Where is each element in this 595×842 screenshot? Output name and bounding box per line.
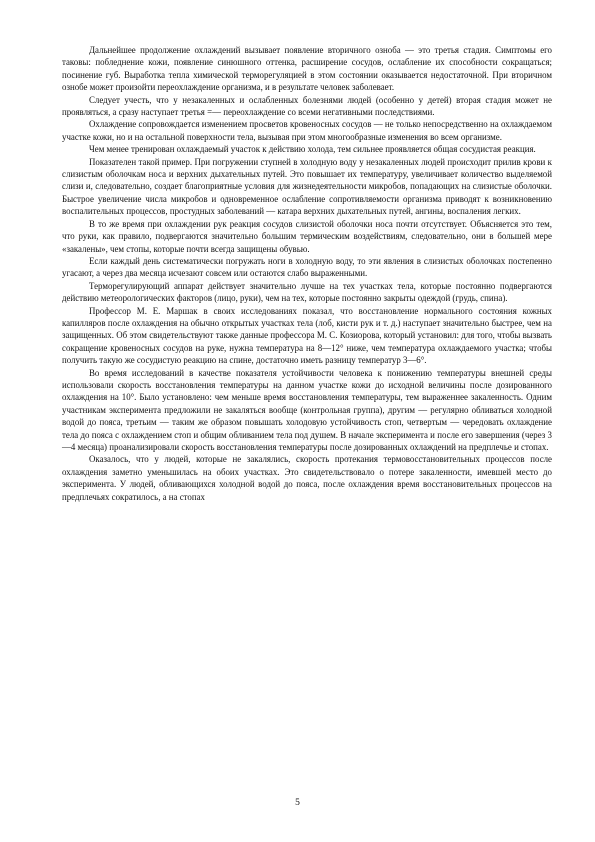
paragraph-1: Дальнейшее продолжение охлаждений вызывает появление вторичного озноба — это третья стадия. Симптомы его таковы: побледнение кожи, появление синюшного оттенка, расширение сосудов, ослабление их способности сокращаться; посинение губ. Выработка тепла химической терморегуляцией в этом состоянии оказывается недостаточной. При вторичном ознобе может произойти переохлаждение организма, и в результате человек заболевает. [62, 45, 552, 93]
paragraph-11: Оказалось, что у людей, которые не закалялись, скорость протекания термовосстановительных процессов после охлаждения заметно уменьшилась на обоих участках. Это свидетельствовало о потере закаленности, имевшей место до эксперимента. У людей, обливающихся холодной водой до пояса, после охлаждения время восстановительных процессов на предплечьях сократилось, а на стопах [62, 454, 552, 502]
page-number: 5 [295, 798, 300, 808]
paragraph-10: Во время исследований в качестве показателя устойчивости человека к понижению температуры внешней среды использовали скорость восстановления температуры на данном участке кожи до исходной величины после дозированного охлаждения на 10°. Было установлено: чем меньше время восстановления температуры, тем выраженнее закаленность. Одним участникам эксперимента предложили не закаляться вообще (контрольная группа), другим — регулярно обливаться холодной водой до пояса, третьим — таким же образом повышать холодовую устойчивость стоп, четвертым — чередовать охлаждение тела до пояса с охлаждением стоп и общим обливанием тела под душем. В начале эксперимента и после его завершения (через 3—4 месяца) проанализировали скорость восстановления температуры после дозированных охлаждений на предплечье и стопах. [62, 367, 552, 452]
paragraph-9: Профессор М. Е. Маршак в своих исследованиях показал, что восстановление нормального состояния кожных капилляров после охлаждения на обычно открытых участках тела (лоб, кисти рук и т. д.) наступает значительно быстрее, чем на защищенных. Об этом свидетельствуют также данные профессора М. С. Козиорова, который установил: для того, чтобы вызвать сокращение кровеносных сосудов на руке, нужна температура на 8—12° ниже, чем температура охлаждаемого участка; чтобы получить такую же сосудистую реакцию на спине, достаточно иметь разницу температур 3—6°. [62, 305, 552, 366]
paragraph-7: Если каждый день систематически погружать ноги в холодную воду, то эти явления в слизистых оболочках постепенно угасают, а через два месяца исчезают совсем или остаются слабо выраженными. [62, 255, 552, 279]
paragraph-2: Следует учесть, что у незакаленных и ослабленных болезнями людей (особенно у детей) вторая стадия может не проявляться, а сразу наступает третья =— переохлаждение со всеми негативными последствиями. [62, 94, 552, 118]
paragraph-4: Чем менее тренирован охлаждаемый участок к действию холода, тем сильнее проявляется общая сосудистая реакция. [89, 144, 536, 155]
paragraph-8: Терморегулирующий аппарат действует значительно лучше на тех участках тела, которые постоянно подвергаются действию метеорологических факторов (лицо, руки), чем на тех, которые постоянно закрыты одеждой (грудь, спина). [62, 280, 552, 304]
paragraph-6: В то же время при охлаждении рук реакция сосудов слизистой оболочки носа почти отсутствует. Объясняется это тем, что руки, как правило, подвергаются значительно большим термическим воздействиям, следовательно, они в большей мере «закалены», чем стопы, которые почти всегда защищены обувью. [62, 218, 552, 254]
paragraph-5: Показателен такой пример. При погружении ступней в холодную воду у незакаленных людей происходит прилив крови к слизистым оболочкам носа и верхних дыхательных путей. Это повышает их температуру, увеличивает количество выделяемой слизи и, следовательно, создает благоприятные условия для жизнедеятельности микробов, попадающих на слизистые оболочки. Быстрое увеличение числа микробов и одновременное ослабление сопротивляемости организма приводят к возникновению воспалительных процессов, простудных заболеваний — катара верхних дыхательных путей, ангины, воспаления легких. [62, 156, 552, 217]
body-text [62, 44, 552, 503]
paragraph-3: Охлаждение сопровождается изменением просветов кровеносных сосудов — не только непосредственно на охлаждаемом участке кожи, но и на остальной поверхности тела, вызывая при этом многообразные изменения во всем организме. [62, 119, 552, 142]
